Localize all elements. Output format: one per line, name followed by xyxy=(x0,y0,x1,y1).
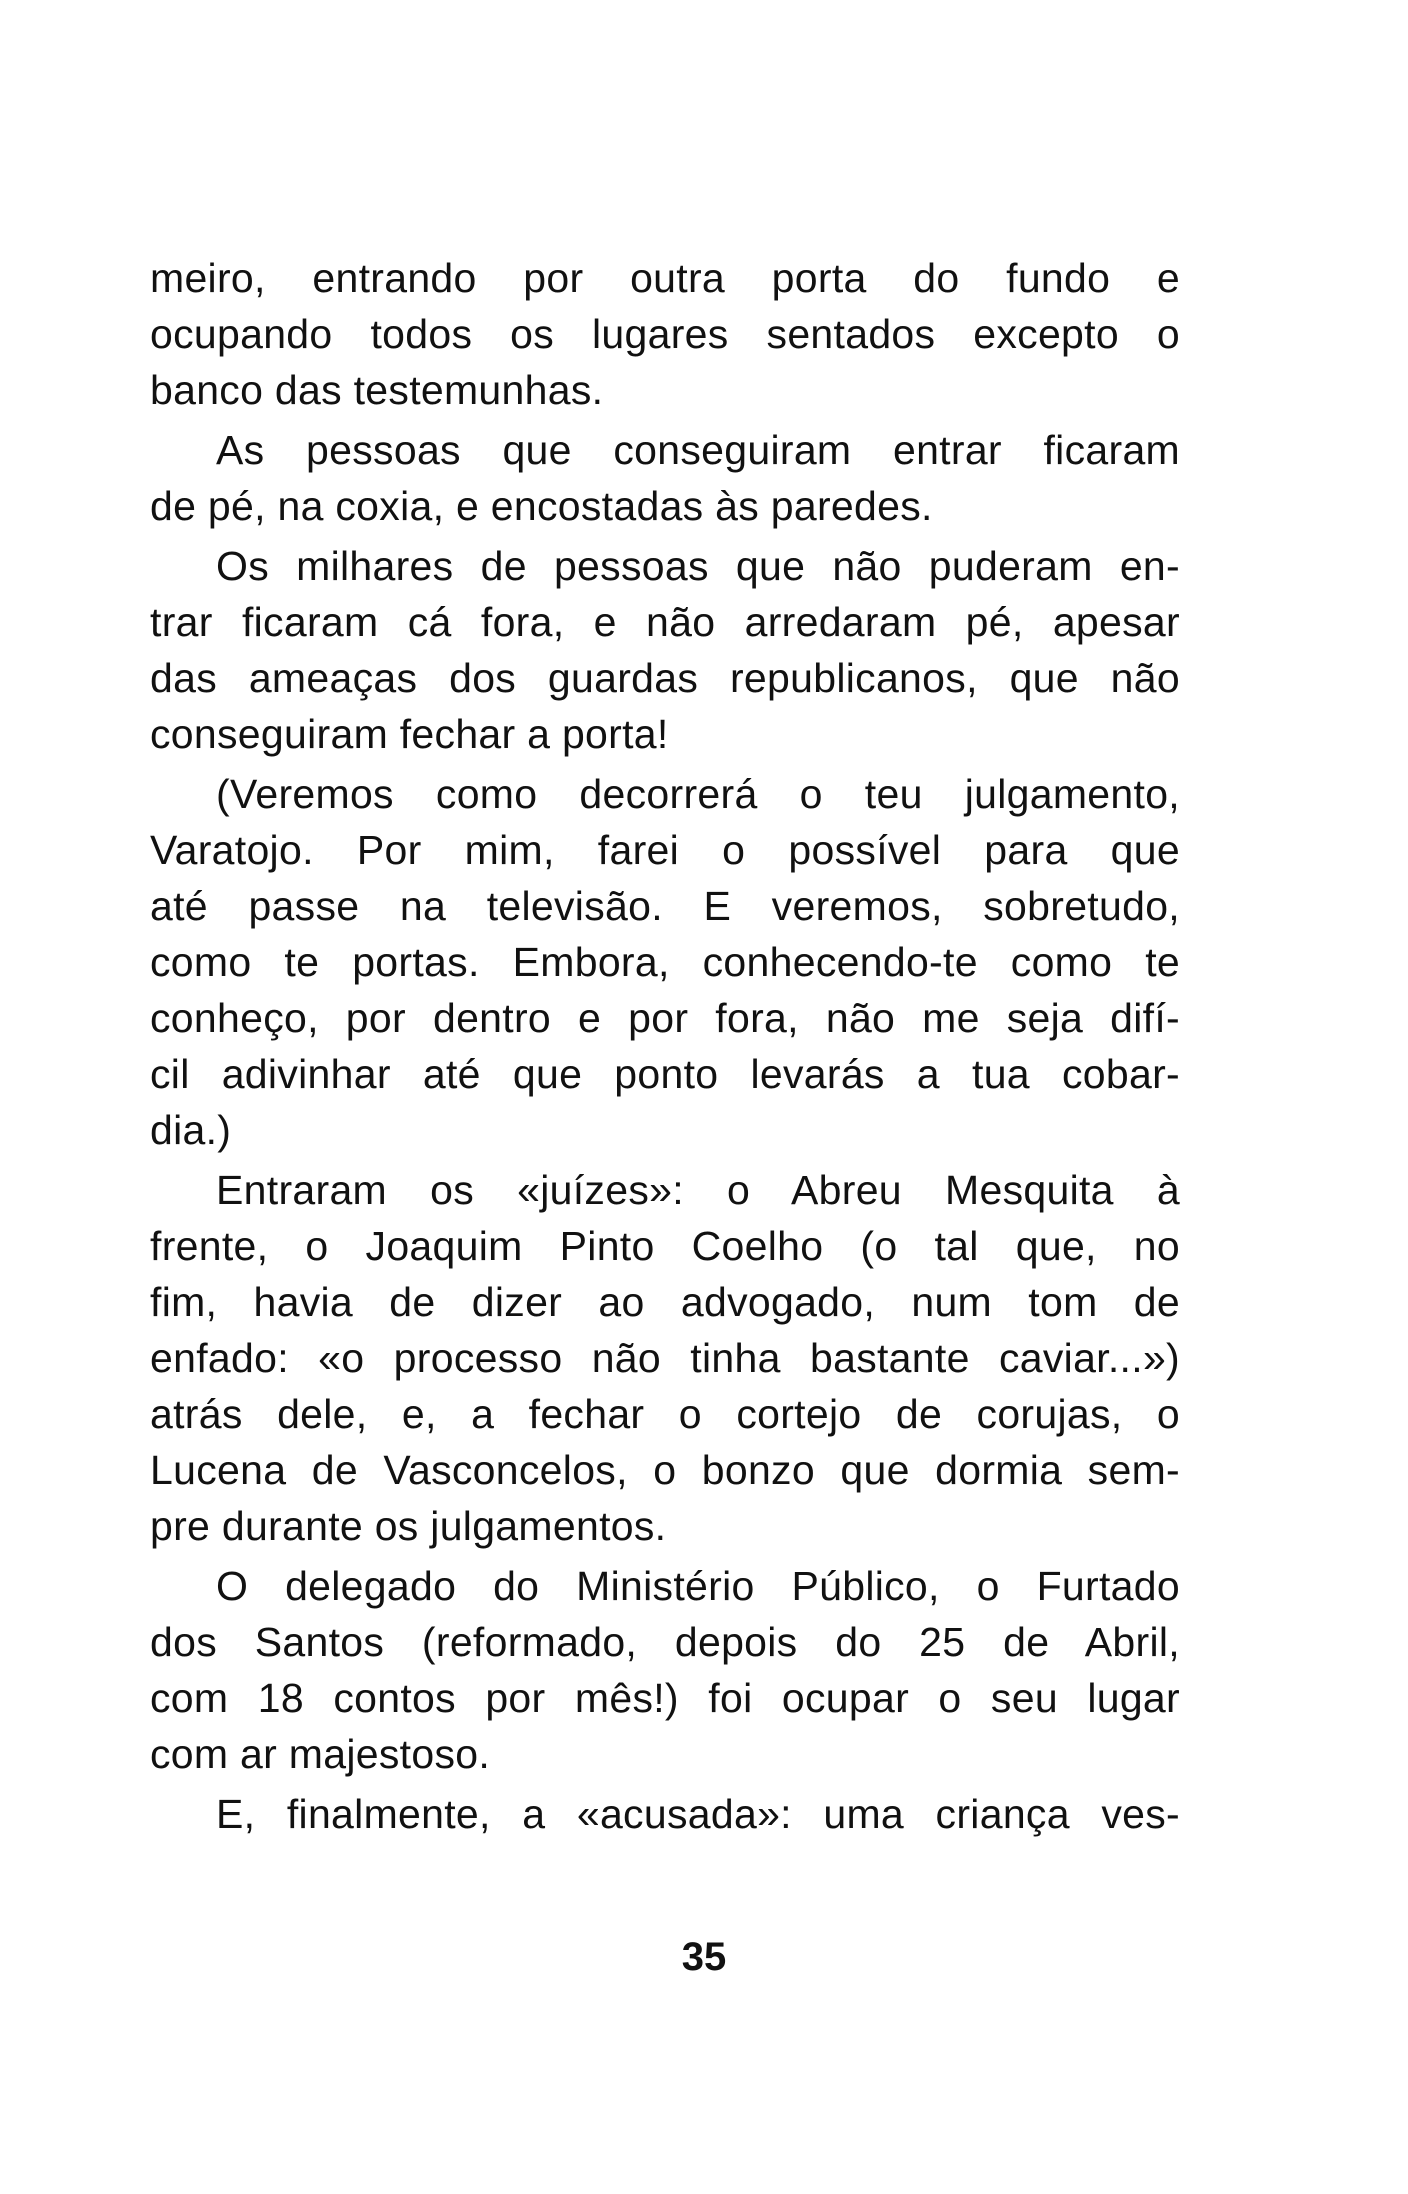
page-number: 35 xyxy=(681,1935,727,1979)
text-line: das ameaças dos guardas republicanos, que não xyxy=(150,655,1180,701)
text-line: dia.) xyxy=(150,1107,232,1153)
text-line: de pé, na coxia, e encostadas às paredes. xyxy=(150,483,933,529)
text-line: frente, o Joaquim Pinto Coelho (o tal que, no xyxy=(150,1223,1180,1269)
text-line: como te portas. Embora, conhecendo-te como te xyxy=(150,939,1180,985)
paragraph-3 xyxy=(150,538,1180,762)
text-line: enfado: «o processo não tinha bastante caviar...») xyxy=(150,1335,1180,1381)
paragraph-7 xyxy=(150,1786,1180,1842)
text-line: Os milhares de pessoas que não puderam en- xyxy=(216,543,1180,589)
paragraph-1 xyxy=(150,250,1180,418)
paragraph-5 xyxy=(150,1162,1180,1554)
text-line: conseguiram fechar a porta! xyxy=(150,711,669,757)
text-line: Varatojo. Por mim, farei o possível para que xyxy=(150,827,1180,873)
text-line: até passe na televisão. E veremos, sobretudo, xyxy=(150,883,1180,929)
text-line: cil adivinhar até que ponto levarás a tua cobar- xyxy=(150,1051,1180,1097)
text-line: ocupando todos os lugares sentados excepto o xyxy=(150,311,1180,357)
text-line: (Veremos como decorrerá o teu julgamento, xyxy=(216,771,1180,817)
text-line: As pessoas que conseguiram entrar ficaram xyxy=(216,427,1180,473)
text-line: O delegado do Ministério Público, o Furtado xyxy=(216,1563,1180,1609)
text-line: atrás dele, e, a fechar o cortejo de corujas, o xyxy=(150,1391,1180,1437)
page-body xyxy=(150,250,1180,1846)
text-line: trar ficaram cá fora, e não arredaram pé, apesar xyxy=(150,599,1180,645)
text-line: fim, havia de dizer ao advogado, num tom de xyxy=(150,1279,1180,1325)
text-line: meiro, entrando por outra porta do fundo e xyxy=(150,255,1180,301)
text-line: com ar majestoso. xyxy=(150,1731,491,1777)
text-line: conheço, por dentro e por fora, não me seja difí- xyxy=(150,995,1180,1041)
text-line: com 18 contos por mês!) foi ocupar o seu lugar xyxy=(150,1675,1180,1721)
paragraph-2 xyxy=(150,422,1180,534)
text-line: dos Santos (reformado, depois do 25 de Abril, xyxy=(150,1619,1180,1665)
text-line: pre durante os julgamentos. xyxy=(150,1503,667,1549)
paragraph-6 xyxy=(150,1558,1180,1782)
text-line: E, finalmente, a «acusada»: uma criança ves- xyxy=(216,1791,1180,1837)
text-line: banco das testemunhas. xyxy=(150,367,604,413)
paragraph-4 xyxy=(150,766,1180,1158)
text-line: Entraram os «juízes»: o Abreu Mesquita à xyxy=(216,1167,1180,1213)
text-line: Lucena de Vasconcelos, o bonzo que dormia sem- xyxy=(150,1447,1180,1493)
